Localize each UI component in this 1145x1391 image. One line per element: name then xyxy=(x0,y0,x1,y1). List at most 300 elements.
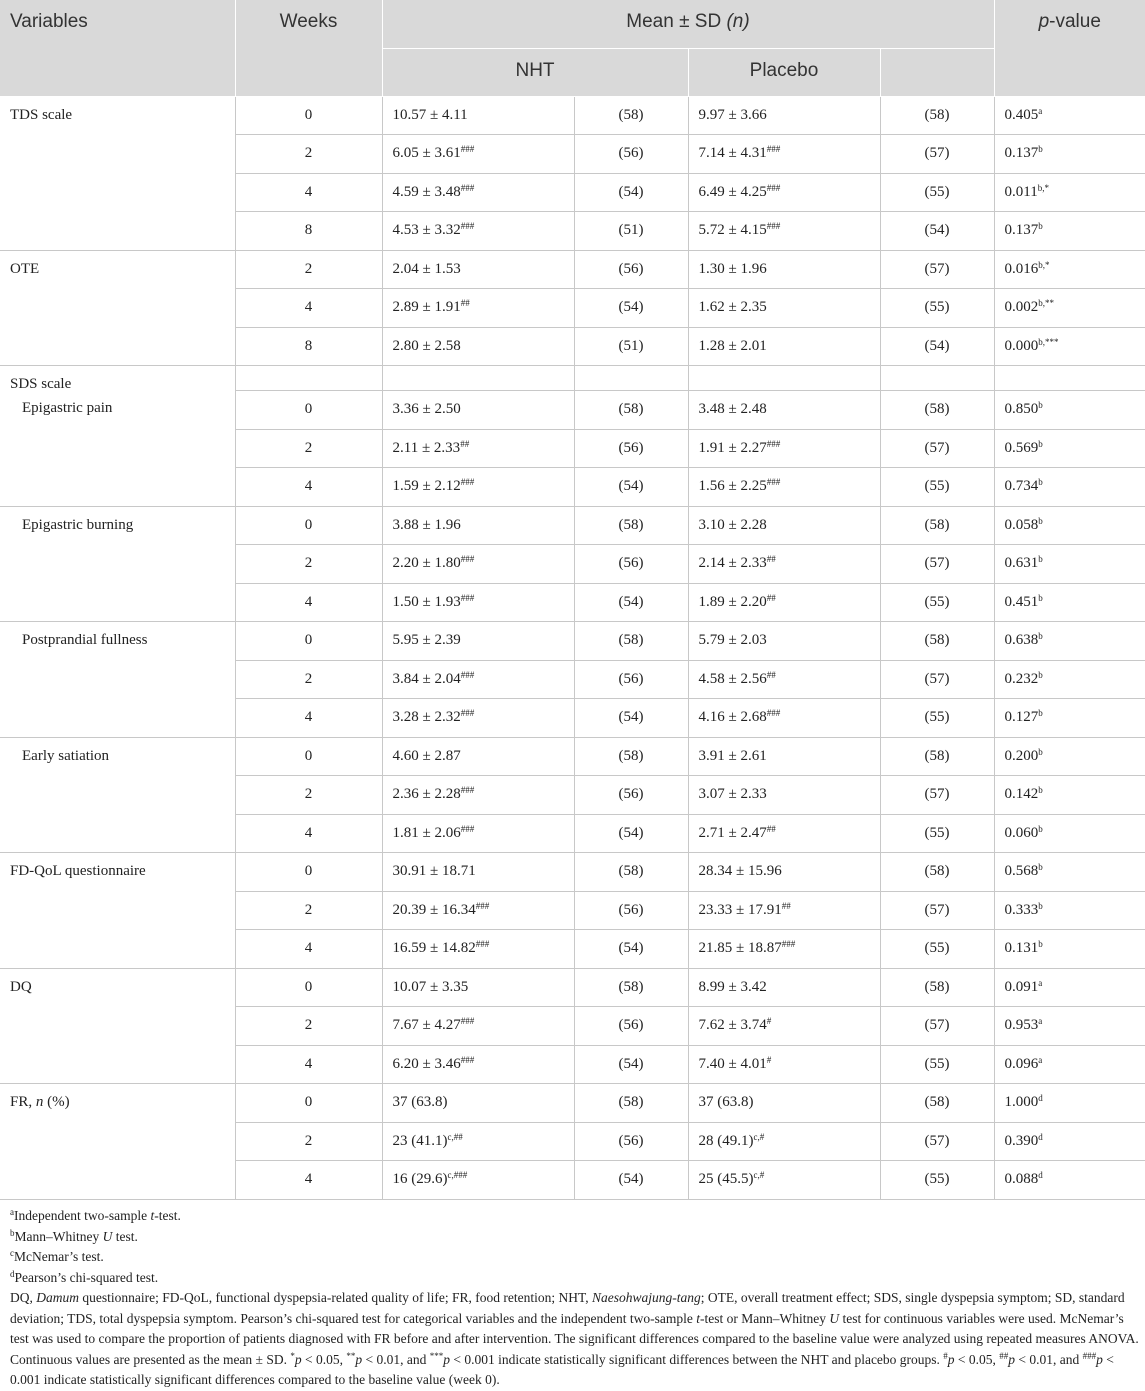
nht-sig: ### xyxy=(460,477,475,488)
placebo-n: (54) xyxy=(880,212,994,251)
p-value xyxy=(994,96,1145,135)
placebo-mean: 1.62 ± 2.35 xyxy=(698,299,767,316)
nht-n: (58) xyxy=(574,622,688,661)
week-cell: 0 xyxy=(235,622,382,661)
week-cell: 4 xyxy=(235,1161,382,1200)
variable-label xyxy=(0,737,235,853)
placebo-value xyxy=(688,545,880,584)
placebo-sig: ## xyxy=(766,592,776,603)
nht-n: (54) xyxy=(574,930,688,969)
p-number: 1.000 xyxy=(1004,1094,1039,1111)
placebo-n: (55) xyxy=(880,814,994,853)
placebo-n: (55) xyxy=(880,583,994,622)
nht-value xyxy=(382,135,574,174)
week-cell: 4 xyxy=(235,468,382,507)
nht-value xyxy=(382,429,574,468)
nht-value xyxy=(382,96,574,135)
placebo-value xyxy=(688,327,880,366)
nht-n: (54) xyxy=(574,468,688,507)
nht-sig: ### xyxy=(460,221,475,232)
placebo-n: (55) xyxy=(880,1045,994,1084)
variable-label xyxy=(0,622,235,738)
p-value xyxy=(994,1045,1145,1084)
nht-sig: ### xyxy=(460,1054,475,1065)
placebo-n: (58) xyxy=(880,506,994,545)
nht-mean: 6.20 ± 3.46 xyxy=(392,1055,461,1072)
nht-mean: 5.95 ± 2.39 xyxy=(392,632,461,649)
p-value xyxy=(994,930,1145,969)
nht-mean: 1.81 ± 2.06 xyxy=(392,824,461,841)
placebo-value xyxy=(688,968,880,1007)
p-number: 0.091 xyxy=(1004,978,1039,995)
nht-value xyxy=(382,583,574,622)
table-row xyxy=(0,506,1145,545)
placebo-mean: 7.40 ± 4.01 xyxy=(698,1055,767,1072)
p-sig: b xyxy=(1038,669,1043,680)
week-cell: 4 xyxy=(235,583,382,622)
placebo-sig: c,# xyxy=(753,1170,765,1181)
placebo-mean: 6.49 ± 4.25 xyxy=(698,183,767,200)
placebo-n: (57) xyxy=(880,660,994,699)
nht-value xyxy=(382,930,574,969)
week-cell: 2 xyxy=(235,545,382,584)
header-placebo: Placebo xyxy=(688,48,880,96)
placebo-value xyxy=(688,930,880,969)
placebo-value xyxy=(688,468,880,507)
footnote-abbreviations: DQ, Damum questionnaire; FD-QoL, functional dyspepsia-related quality of life; FR, food retention; NHT, Naesohwajung-tang; OTE, overall treatment effect; SDS, single dyspepsia symptom; SD, standard deviation; TDS, total dyspepsia symptom. Pearson’s chi-squared test for categorical variables and the independent two-sample t-test or Mann–Whitney U test for continuous variables were used. McNemar’s test was used to compare the proportion of patients diagnosed with FR before and after intervention. The significant differences compared to the baseline value were analyzed using repeated measures ANOVA. Continuous values are presented as the mean ± SD. *p < 0.05, **p < 0.01, and ***p < 0.001 indicate statistically significant differences between the NHT and placebo groups. #p < 0.05, ##p < 0.01, and ###p < 0.001 indicate statistically significant differences compared to the baseline value (week 0). xyxy=(10,1290,1139,1387)
nht-mean: 30.91 ± 18.71 xyxy=(392,863,476,880)
p-sig: b xyxy=(1038,939,1043,950)
nht-n: (58) xyxy=(574,391,688,430)
placebo-value xyxy=(688,891,880,930)
week-cell: 0 xyxy=(235,968,382,1007)
nht-value xyxy=(382,699,574,738)
nht-n: (56) xyxy=(574,1007,688,1046)
nht-sig: ### xyxy=(460,785,475,796)
placebo-mean: 8.99 ± 3.42 xyxy=(698,978,767,995)
p-number: 0.058 xyxy=(1004,516,1039,533)
p-sig: a xyxy=(1038,977,1043,988)
footnote-b: $^b$Mann–Whitney U test. xyxy=(10,1227,138,1244)
nht-n: (58) xyxy=(574,506,688,545)
nht-mean: 4.53 ± 3.32 xyxy=(392,222,461,239)
empty-cell xyxy=(994,366,1145,391)
table-row xyxy=(0,1084,1145,1123)
p-sig: b,** xyxy=(1038,298,1054,309)
week-cell: 2 xyxy=(235,776,382,815)
placebo-sig: # xyxy=(766,1016,772,1027)
nht-mean: 10.57 ± 4.11 xyxy=(392,106,468,123)
table-row xyxy=(0,737,1145,776)
nht-sig: ### xyxy=(460,669,475,680)
header-variables: Variables xyxy=(0,0,235,96)
placebo-sig: ### xyxy=(766,144,781,155)
p-sig: b xyxy=(1038,438,1043,449)
p-value xyxy=(994,212,1145,251)
placebo-sig: ### xyxy=(781,939,796,950)
p-number: 0.638 xyxy=(1004,632,1039,649)
placebo-n: (57) xyxy=(880,135,994,174)
header-mean-sd: Mean ± SD (n) xyxy=(382,0,994,48)
p-number: 0.200 xyxy=(1004,747,1039,764)
p-number: 0.131 xyxy=(1004,940,1039,957)
nht-sig: ### xyxy=(460,708,475,719)
placebo-n: (57) xyxy=(880,776,994,815)
placebo-sig: ## xyxy=(766,669,776,680)
p-value xyxy=(994,468,1145,507)
week-cell: 2 xyxy=(235,1122,382,1161)
nht-sig: ### xyxy=(475,900,490,911)
footnote-a: $^a$Independent two-sample t-test. xyxy=(10,1207,181,1223)
p-sig: b xyxy=(1038,400,1043,411)
week-cell: 0 xyxy=(235,853,382,892)
p-value xyxy=(994,968,1145,1007)
table-row xyxy=(0,250,1145,289)
table-row xyxy=(0,366,1145,391)
nht-value xyxy=(382,327,574,366)
group-label: OTE xyxy=(10,260,40,277)
week-cell: 2 xyxy=(235,660,382,699)
week-cell: 0 xyxy=(235,1084,382,1123)
placebo-value xyxy=(688,1084,880,1123)
p-number: 0.137 xyxy=(1004,145,1039,162)
week-cell: 0 xyxy=(235,96,382,135)
nht-mean: 20.39 ± 16.34 xyxy=(392,901,476,918)
nht-n: (56) xyxy=(574,545,688,584)
nht-mean: 10.07 ± 3.35 xyxy=(392,978,469,995)
placebo-value xyxy=(688,173,880,212)
nht-value xyxy=(382,737,574,776)
header-placebo-n xyxy=(880,48,994,96)
nht-value xyxy=(382,814,574,853)
p-number: 0.569 xyxy=(1004,439,1039,456)
nht-mean: 6.05 ± 3.61 xyxy=(392,145,461,162)
p-sig: b xyxy=(1038,746,1043,757)
nht-value xyxy=(382,1122,574,1161)
nht-n: (56) xyxy=(574,891,688,930)
p-value xyxy=(994,429,1145,468)
placebo-mean: 1.89 ± 2.20 xyxy=(698,593,767,610)
placebo-n: (55) xyxy=(880,930,994,969)
week-cell: 0 xyxy=(235,391,382,430)
week-cell: 0 xyxy=(235,737,382,776)
placebo-sig: ### xyxy=(766,708,781,719)
nht-value xyxy=(382,776,574,815)
placebo-value xyxy=(688,135,880,174)
placebo-sig: ## xyxy=(781,900,791,911)
p-sig: b xyxy=(1038,144,1043,155)
nht-sig: ### xyxy=(460,182,475,193)
placebo-mean: 2.14 ± 2.33 xyxy=(698,555,767,572)
p-sig: b xyxy=(1038,477,1043,488)
empty-cell xyxy=(235,366,382,391)
nht-mean: 2.20 ± 1.80 xyxy=(392,555,461,572)
placebo-n: (57) xyxy=(880,1122,994,1161)
p-number: 0.850 xyxy=(1004,401,1039,418)
group-label: FR, xyxy=(10,1094,36,1110)
placebo-mean: 28.34 ± 15.96 xyxy=(698,863,782,880)
placebo-sig: ## xyxy=(766,554,776,565)
p-sig: b xyxy=(1038,631,1043,642)
p-number: 0.451 xyxy=(1004,593,1039,610)
placebo-mean: 1.30 ± 1.96 xyxy=(698,260,767,277)
nht-value xyxy=(382,1045,574,1084)
p-value xyxy=(994,1122,1145,1161)
nht-sig: ### xyxy=(460,1016,475,1027)
p-sig: b xyxy=(1038,823,1043,834)
week-cell: 4 xyxy=(235,930,382,969)
nht-mean: 7.67 ± 4.27 xyxy=(392,1017,461,1034)
nht-n: (58) xyxy=(574,737,688,776)
placebo-mean: 37 (63.8) xyxy=(698,1094,754,1111)
nht-mean: 23 (41.1) xyxy=(392,1132,448,1149)
placebo-value xyxy=(688,853,880,892)
placebo-value xyxy=(688,776,880,815)
nht-n: (54) xyxy=(574,699,688,738)
group-label: DQ xyxy=(10,978,32,995)
placebo-n: (58) xyxy=(880,737,994,776)
placebo-sig: ### xyxy=(766,477,781,488)
p-number: 0.137 xyxy=(1004,222,1039,239)
placebo-value xyxy=(688,737,880,776)
p-number: 0.142 xyxy=(1004,786,1039,803)
nht-mean: 3.36 ± 2.50 xyxy=(392,401,461,418)
week-cell: 2 xyxy=(235,250,382,289)
nht-mean: 37 (63.8) xyxy=(392,1094,448,1111)
placebo-sig: ### xyxy=(766,182,781,193)
p-number: 0.011 xyxy=(1004,183,1038,200)
nht-mean: 2.11 ± 2.33 xyxy=(392,439,461,456)
week-cell: 2 xyxy=(235,429,382,468)
nht-mean: 16.59 ± 14.82 xyxy=(392,940,476,957)
nht-n: (54) xyxy=(574,173,688,212)
p-number: 0.016 xyxy=(1004,260,1039,277)
p-sig: d xyxy=(1038,1093,1043,1104)
p-sig: a xyxy=(1038,1016,1043,1027)
group-label-italic: n xyxy=(35,1094,44,1110)
nht-n: (56) xyxy=(574,776,688,815)
p-value xyxy=(994,853,1145,892)
nht-sig: c,## xyxy=(447,1131,463,1142)
p-value xyxy=(994,660,1145,699)
placebo-n: (58) xyxy=(880,96,994,135)
nht-n: (58) xyxy=(574,96,688,135)
p-value xyxy=(994,814,1145,853)
variable-label xyxy=(0,96,235,250)
placebo-mean: 21.85 ± 18.87 xyxy=(698,940,782,957)
nht-n: (54) xyxy=(574,1045,688,1084)
p-sig: b xyxy=(1038,592,1043,603)
nht-value xyxy=(382,173,574,212)
nht-value xyxy=(382,250,574,289)
p-sig: a xyxy=(1038,105,1043,116)
nht-mean: 2.04 ± 1.53 xyxy=(392,260,461,277)
placebo-mean: 5.72 ± 4.15 xyxy=(698,222,767,239)
nht-n: (56) xyxy=(574,429,688,468)
placebo-mean: 28 (49.1) xyxy=(698,1132,754,1149)
p-number: 0.127 xyxy=(1004,709,1039,726)
placebo-value xyxy=(688,1161,880,1200)
placebo-mean: 2.71 ± 2.47 xyxy=(698,824,767,841)
group-label: FD-QoL questionnaire xyxy=(10,863,146,879)
p-value xyxy=(994,776,1145,815)
nht-mean: 3.88 ± 1.96 xyxy=(392,516,461,533)
footnote-c: $^c$McNemar’s test. xyxy=(10,1248,104,1264)
sub-label: Epigastric pain xyxy=(22,400,113,416)
nht-n: (54) xyxy=(574,289,688,328)
variable-label xyxy=(0,853,235,969)
placebo-n: (57) xyxy=(880,891,994,930)
nht-value xyxy=(382,468,574,507)
placebo-n: (57) xyxy=(880,429,994,468)
empty-cell xyxy=(574,366,688,391)
nht-mean: 4.60 ± 2.87 xyxy=(392,747,461,764)
week-cell: 8 xyxy=(235,327,382,366)
nht-value xyxy=(382,622,574,661)
p-sig: b xyxy=(1038,708,1043,719)
nht-sig: ### xyxy=(460,823,475,834)
placebo-mean: 4.58 ± 2.56 xyxy=(698,670,767,687)
placebo-n: (57) xyxy=(880,1007,994,1046)
nht-sig: c,### xyxy=(447,1170,468,1181)
nht-n: (51) xyxy=(574,212,688,251)
p-value xyxy=(994,891,1145,930)
week-cell: 2 xyxy=(235,1007,382,1046)
week-cell: 0 xyxy=(235,506,382,545)
placebo-mean: 3.10 ± 2.28 xyxy=(698,516,767,533)
placebo-value xyxy=(688,699,880,738)
placebo-n: (58) xyxy=(880,1084,994,1123)
week-cell: 8 xyxy=(235,212,382,251)
p-sig: b xyxy=(1038,515,1043,526)
p-value xyxy=(994,622,1145,661)
header-weeks: Weeks xyxy=(235,0,382,96)
placebo-sig: ## xyxy=(766,823,776,834)
group-label: Epigastric burning xyxy=(22,516,134,533)
nht-n: (56) xyxy=(574,135,688,174)
p-number: 0.568 xyxy=(1004,863,1039,880)
placebo-value xyxy=(688,1122,880,1161)
p-value xyxy=(994,289,1145,328)
p-number: 0.333 xyxy=(1004,901,1039,918)
p-sig: b xyxy=(1038,785,1043,796)
week-cell: 4 xyxy=(235,699,382,738)
nht-n: (58) xyxy=(574,968,688,1007)
placebo-sig: # xyxy=(766,1054,772,1065)
nht-n: (54) xyxy=(574,583,688,622)
p-value xyxy=(994,1161,1145,1200)
p-sig: b,*** xyxy=(1038,336,1059,347)
p-number: 0.000 xyxy=(1004,337,1039,354)
nht-value xyxy=(382,891,574,930)
placebo-mean: 3.91 ± 2.61 xyxy=(698,747,767,764)
nht-value xyxy=(382,660,574,699)
p-sig: b xyxy=(1038,221,1043,232)
footnote-d: $^d$Pearson’s chi-squared test. xyxy=(10,1268,159,1285)
nht-value xyxy=(382,968,574,1007)
placebo-mean: 1.28 ± 2.01 xyxy=(698,337,767,354)
table-row xyxy=(0,622,1145,661)
placebo-n: (58) xyxy=(880,391,994,430)
p-number: 0.002 xyxy=(1004,299,1039,316)
nht-mean: 3.84 ± 2.04 xyxy=(392,670,461,687)
placebo-sig: c,# xyxy=(753,1131,765,1142)
placebo-mean: 9.97 ± 3.66 xyxy=(698,106,767,123)
variable-label xyxy=(0,968,235,1084)
placebo-value xyxy=(688,583,880,622)
placebo-mean: 5.79 ± 2.03 xyxy=(698,632,767,649)
group-label: Early satiation xyxy=(22,747,110,764)
nht-sig: ### xyxy=(460,554,475,565)
placebo-value xyxy=(688,289,880,328)
nht-sig: ### xyxy=(460,144,475,155)
p-value xyxy=(994,506,1145,545)
placebo-value xyxy=(688,660,880,699)
p-number: 0.405 xyxy=(1004,106,1039,123)
p-value xyxy=(994,1084,1145,1123)
empty-cell xyxy=(688,366,880,391)
empty-cell xyxy=(880,366,994,391)
nht-n: (56) xyxy=(574,250,688,289)
nht-value xyxy=(382,289,574,328)
table-body xyxy=(0,96,1145,1199)
placebo-mean: 25 (45.5) xyxy=(698,1171,754,1188)
variable-label xyxy=(0,366,235,507)
placebo-mean: 3.07 ± 2.33 xyxy=(698,786,767,803)
week-cell: 2 xyxy=(235,891,382,930)
group-label: SDS scale xyxy=(10,376,72,392)
group-label-suffix: (%) xyxy=(43,1094,70,1110)
p-sig: b,* xyxy=(1037,182,1049,193)
p-value xyxy=(994,135,1145,174)
nht-n: (54) xyxy=(574,1161,688,1200)
placebo-mean: 4.16 ± 2.68 xyxy=(698,709,767,726)
nht-n: (56) xyxy=(574,1122,688,1161)
nht-mean: 2.89 ± 1.91 xyxy=(392,299,461,316)
p-number: 0.390 xyxy=(1004,1132,1039,1149)
week-cell: 4 xyxy=(235,1045,382,1084)
placebo-n: (55) xyxy=(880,699,994,738)
p-value xyxy=(994,583,1145,622)
nht-mean: 2.80 ± 2.58 xyxy=(392,337,461,354)
nht-value xyxy=(382,1007,574,1046)
placebo-n: (57) xyxy=(880,250,994,289)
nht-n: (56) xyxy=(574,660,688,699)
placebo-value xyxy=(688,1007,880,1046)
nht-n: (58) xyxy=(574,1084,688,1123)
placebo-n: (55) xyxy=(880,289,994,328)
placebo-value xyxy=(688,1045,880,1084)
empty-cell xyxy=(382,366,574,391)
nht-mean: 3.28 ± 2.32 xyxy=(392,709,461,726)
header-p-value: p-value xyxy=(994,0,1145,96)
nht-value xyxy=(382,853,574,892)
nht-n: (58) xyxy=(574,853,688,892)
p-sig: d xyxy=(1038,1170,1043,1181)
group-label: Postprandial fullness xyxy=(22,632,148,648)
nht-mean: 1.50 ± 1.93 xyxy=(392,593,461,610)
placebo-value xyxy=(688,96,880,135)
placebo-value xyxy=(688,622,880,661)
placebo-n: (55) xyxy=(880,1161,994,1200)
week-cell: 2 xyxy=(235,135,382,174)
placebo-n: (55) xyxy=(880,173,994,212)
nht-mean: 1.59 ± 2.12 xyxy=(392,478,461,495)
placebo-value xyxy=(688,250,880,289)
p-number: 0.232 xyxy=(1004,670,1039,687)
placebo-mean: 23.33 ± 17.91 xyxy=(698,901,782,918)
nht-mean: 4.59 ± 3.48 xyxy=(392,183,461,200)
